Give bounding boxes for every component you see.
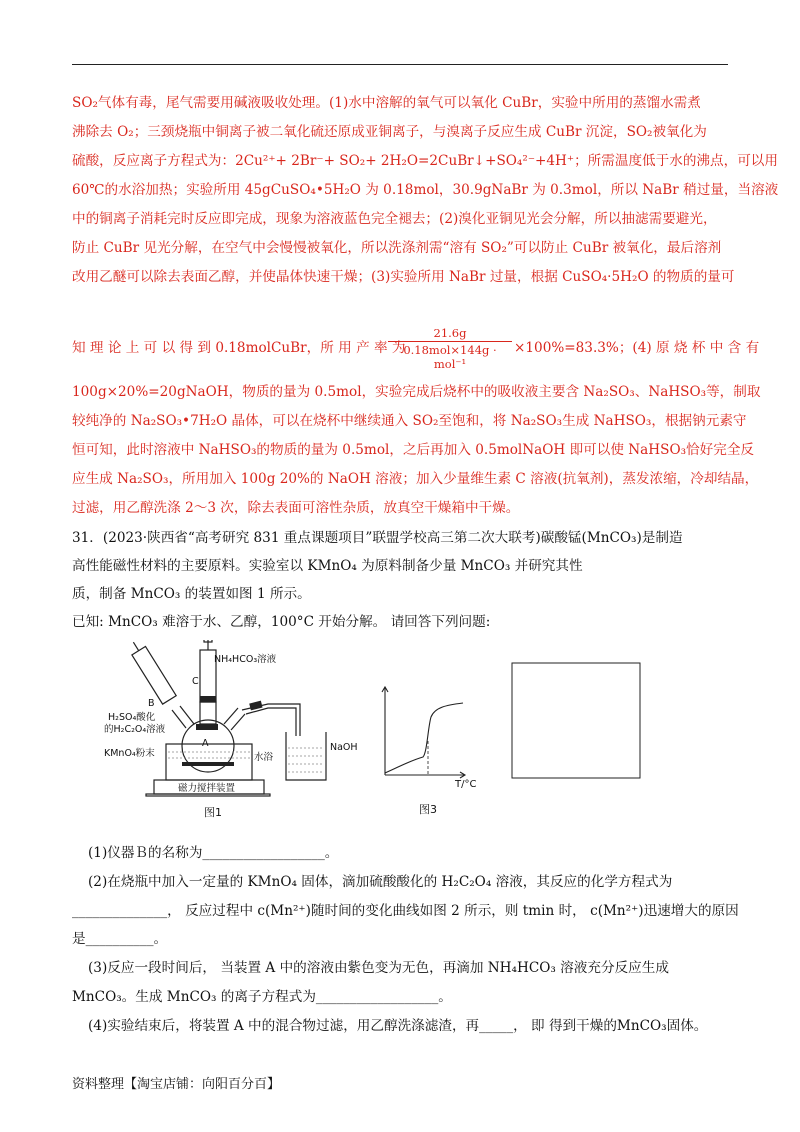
yield-suffix: ×100%=83.3%；(4) 原 烧 杯 中 含 有 (514, 340, 760, 356)
subquestion-3-cont: MnCO₃。生成 MnCO₃ 的离子方程式为__________________。 (72, 989, 452, 1005)
question-line: 已知: MnCO₃ 难溶于水、乙醇，100°C 开始分解。 请回答下列问题: (72, 614, 491, 630)
answer-line: 中的铜离子消耗完时反应即完成，现象为溶液蓝色完全褪去；(2)溴化亚铜见光会分解，所以抽滤需要避光， (72, 211, 717, 227)
subquestion-2: (2)在烧瓶中加入一定量的 KMnO₄ 固体，滴加硫酸酸化的 H₂C₂O₄ 溶液，其反应的化学方程式为 (88, 874, 673, 890)
answer-line: 过滤，用乙醇洗涤 2～3 次，除去表面可溶性杂质，放真空干燥箱中干燥。 (72, 500, 520, 516)
answer-line: 较纯净的 Na₂SO₃•7H₂O 晶体，可以在烧杯中继续通入 SO₂至饱和，将 Na₂SO₃生成 NaHSO₃，根据钠元素守 (72, 413, 747, 429)
answer-line: SO₂气体有毒，尾气需要用碱液吸收处理。(1)水中溶解的氧气可以氧化 CuBr，实验中所用的蒸馏水需煮 (72, 95, 701, 111)
fraction-denominator: 0.18mol×144g · mol⁻¹ (403, 343, 497, 371)
figure2-caption: 图3 (419, 803, 437, 816)
label-h2so4: H₂SO₄酸化 (108, 712, 156, 723)
label-nh4hco3: NH₄HCO₃溶液 (214, 654, 277, 665)
subquestion-3: (3)反应一段时间后， 当装置 A 中的溶液由紫色变为无色，再滴加 NH₄HCO₃ 溶液充分反应生成 (88, 960, 669, 976)
figure1-apparatus (100, 640, 370, 820)
answer-line: 硫酸，反应离子方程式为：2Cu²⁺+ 2Br⁻+ SO₂+ 2H₂O=2CuBr↓+SO₄²⁻+4H⁺；所需温度低于水的沸点，可以用 (72, 153, 778, 169)
label-h2c2o4: 的H₂C₂O₄溶液 (104, 724, 166, 735)
answer-line: 沸除去 O₂；三颈烧瓶中铜离子被二氧化硫还原成亚铜离子，与溴离子反应生成 CuBr 沉淀，SO₂被氧化为 (72, 124, 707, 140)
answer-line: 恒可知，此时溶液中 NaHSO₃的物质的量为 0.5mol，之后再加入 0.5molNaOH 即可以使 NaHSO₃恰好完全反 (72, 442, 755, 458)
question-line: 31．(2023·陕西省“高考研究 831 重点课题项目”联盟学校高三第二次大联考)碳酸锰(MnCO₃)是制造 (72, 530, 683, 546)
kmno4-powder (182, 762, 234, 766)
subquestion-2-cont: ______________， 反应过程中 c(Mn²⁺)随时间的变化曲线如图 2 所示，则 tmin 时， c(Mn²⁺)迅速增大的原因 (72, 903, 739, 919)
stopper (196, 724, 218, 730)
subquestion-4: (4)实验结束后，将装置 A 中的混合物过滤，用乙醇洗涤滤渣，再_____， 即 得到干燥的MnCO₃固体。 (88, 1018, 708, 1034)
x-label: T/°C (455, 779, 477, 790)
answer-line: 防止 CuBr 见光分解，在空气中会慢慢被氧化，所以洗涤剂需“溶有 SO₂”可以防止 CuBr 被氧化，最后溶剂 (72, 240, 722, 256)
yield-prefix: 知 理 论 上 可 以 得 到 0.18molCuBr，所 用 产 率 为 (72, 340, 406, 356)
label-b: B (148, 698, 155, 709)
answer-line: 60℃的水浴加热；实验所用 45gCuSO₄•5H₂O 为 0.18mol，30.9gNaBr 为 0.3mol，所以 NaBr 稍过量，当溶液 (72, 182, 779, 198)
fraction-numerator: 21.6g (388, 326, 512, 342)
curve-cmn (385, 703, 463, 773)
subquestion-2-end: 是__________。 (72, 931, 168, 947)
question-line: 高性能磁性材料的主要原料。实验室以 KMnO₄ 为原料制备少量 MnCO₃ 并研究其性 (72, 558, 583, 574)
label-a: A (202, 738, 209, 749)
answer-line: 改用乙醚可以除去表面乙醇，并使晶体快速干燥；(3)实验所用 NaBr 过量，根据 CuSO₄·5H₂O 的物质的量可 (72, 269, 735, 285)
label-kmno4: KMnO₄粉末 (104, 748, 155, 759)
subquestion-1: (1)仪器Ｂ的名称为__________________。 (88, 845, 339, 861)
question-line: 质，制备 MnCO₃ 的装置如图 1 所示。 (72, 586, 311, 602)
plot-frame (512, 663, 640, 778)
label-stirrer: 磁力搅拌装置 (178, 783, 236, 794)
label-water: 水浴 (254, 752, 274, 763)
figure1-caption: 图1 (204, 806, 222, 819)
figure3-chart (486, 645, 656, 820)
answer-line: 100g×20%=20gNaOH，物质的量为 0.5mol，实验完成后烧杯中的吸收液主要含 Na₂SO₃、NaHSO₃等，制取 (72, 384, 761, 400)
figure2-chart (365, 675, 485, 820)
header-rule (72, 64, 728, 65)
label-naoh: NaOH (330, 742, 358, 753)
yield-fraction (388, 326, 512, 371)
answer-line: 应生成 Na₂SO₃，所用加入 100g 20%的 NaOH 溶液；加入少量维生素 C 溶液(抗氧剂)，蒸发浓缩，冷却结晶， (72, 471, 759, 487)
label-c: C (192, 676, 199, 687)
footer-note: 资料整理【淘宝店铺：向阳百分百】 (72, 1077, 281, 1092)
